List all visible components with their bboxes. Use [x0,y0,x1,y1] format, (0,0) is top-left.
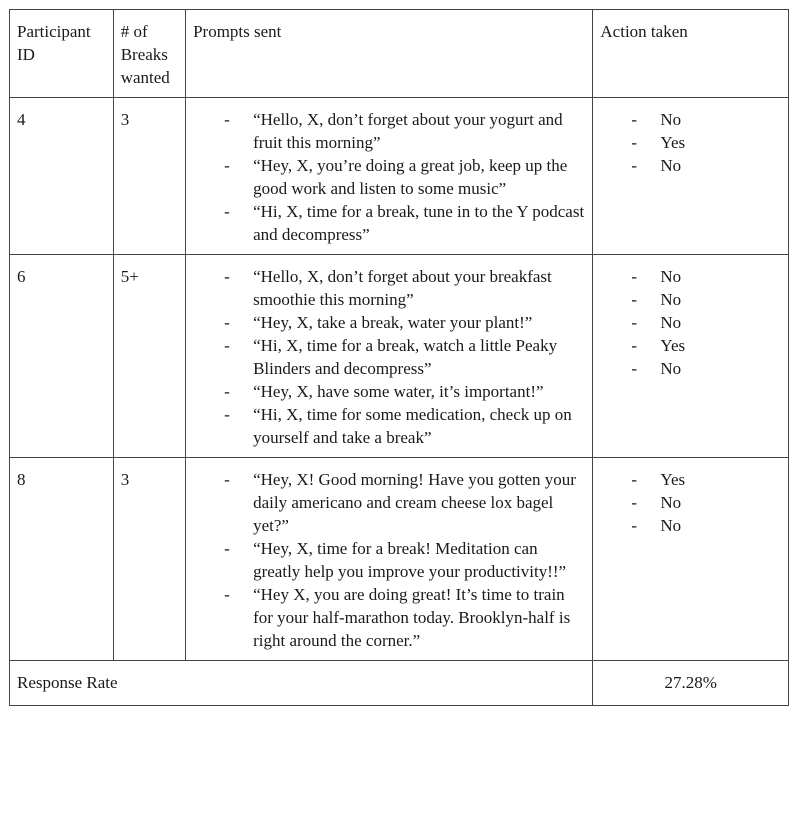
header-prompts-sent: Prompts sent [186,10,593,98]
action-item: - No [600,108,781,131]
actions-cell [593,458,789,661]
header-row [10,10,789,98]
prompt-item: - “Hi, X, time for a break, watch a little Peaky Blinders and decompress” [193,334,585,380]
prompt-item: - “Hey, X! Good morning! Have you gotten your daily americano and cream cheese lox bagel yet?” [193,468,585,537]
action-item: - No [600,514,781,537]
actions-cell [593,255,789,458]
header-participant-id: Participant ID [10,10,114,98]
table-row [10,458,789,661]
prompt-item: - “Hey, X, have some water, it’s important!” [193,380,585,403]
prompt-item: - “Hey, X, time for a break! Meditation can greatly help you improve your productivity!!” [193,537,585,583]
prompts-cell [186,458,593,661]
header-action-taken: Action taken [593,10,789,98]
action-item: - No [600,311,781,334]
action-item: - Yes [600,334,781,357]
header-breaks-wanted: # of Breaks wanted [113,10,185,98]
prompt-item: - “Hey, X, you’re doing a great job, keep up the good work and listen to some music” [193,154,585,200]
response-rate-row [10,661,789,706]
action-item: - No [600,491,781,514]
action-item: - No [600,265,781,288]
participant-id-cell: 6 [10,255,114,458]
breaks-wanted-cell: 5+ [113,255,185,458]
prompt-item: - “Hi, X, time for a break, tune in to the Y podcast and decompress” [193,200,585,246]
prompts-cell [186,98,593,255]
prompts-cell [186,255,593,458]
table-row [10,255,789,458]
action-item: - Yes [600,468,781,491]
breaks-wanted-cell: 3 [113,458,185,661]
table-row [10,98,789,255]
prompt-item: - “Hey, X, take a break, water your plant!” [193,311,585,334]
breaks-wanted-cell: 3 [113,98,185,255]
results-table [9,9,789,706]
action-item: - No [600,357,781,380]
action-item: - No [600,154,781,177]
action-item: - Yes [600,131,781,154]
participant-id-cell: 8 [10,458,114,661]
participant-id-cell: 4 [10,98,114,255]
response-rate-value: 27.28% [593,661,789,706]
action-item: - No [600,288,781,311]
prompt-item: - “Hi, X, time for some medication, check up on yourself and take a break” [193,403,585,449]
response-rate-label: Response Rate [10,661,593,706]
prompt-item: - “Hello, X, don’t forget about your breakfast smoothie this morning” [193,265,585,311]
prompt-item: - “Hello, X, don’t forget about your yogurt and fruit this morning” [193,108,585,154]
actions-cell [593,98,789,255]
prompt-item: - “Hey X, you are doing great! It’s time to train for your half-marathon today. Brooklyn-half is right around the corner.” [193,583,585,652]
